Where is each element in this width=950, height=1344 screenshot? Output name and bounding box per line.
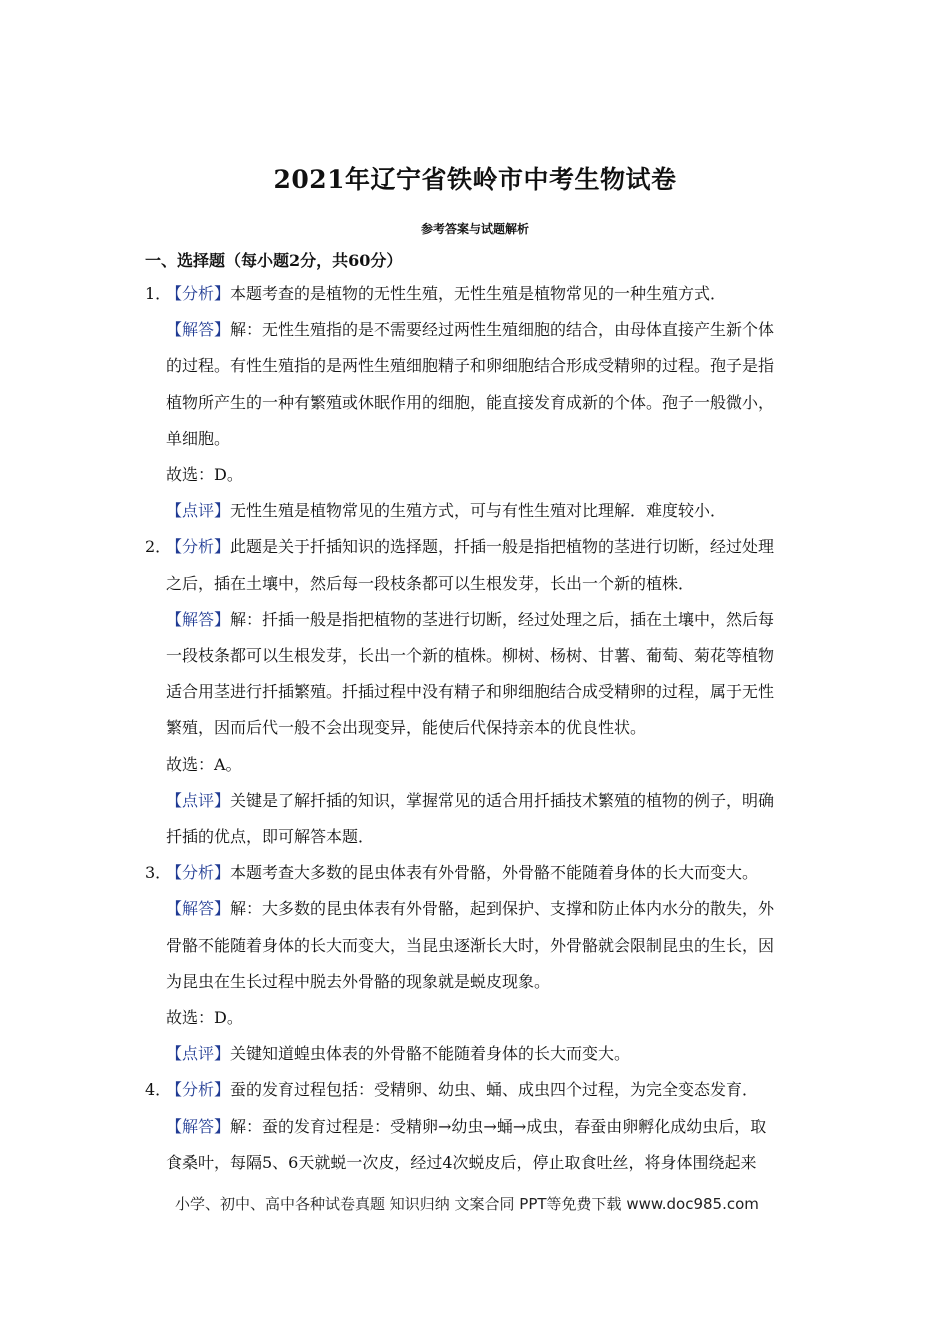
comment-tag: 【点评】 (166, 501, 231, 521)
question-number: 1． (145, 284, 172, 303)
page-footer: 小学、初中、高中各种试卷真题 知识归纳 文案合同 PPT等免费下载 www.doc985.com (175, 1195, 759, 1213)
analysis-tag: 【分析】 (166, 863, 231, 883)
question-number: 4． (145, 1080, 172, 1100)
question-4 (145, 1072, 815, 1181)
question-2 (145, 529, 815, 855)
answer-line (145, 602, 815, 638)
question-1 (145, 276, 815, 529)
comment-text: 无性生殖是植物常见的生殖方式，可与有性生殖对比理解．难度较小． (230, 501, 727, 521)
answer-line: 食桑叶，每隔5、6天就蜕一次皮，经过4次蜕皮后，停止取食吐丝，将身体围绕起来 (166, 1152, 757, 1172)
comment-tag: 【点评】 (166, 1044, 231, 1064)
answer-choice: 故选：A。 (166, 754, 242, 774)
question-analysis (145, 276, 815, 312)
question-3 (145, 855, 815, 1072)
analysis-text: 蚕的发育过程包括：受精卵、幼虫、蛹、成虫四个过程，为完全变态发育． (230, 1080, 759, 1100)
answer-tag: 【解答】 (166, 899, 231, 919)
answer-line: 为昆虫在生长过程中脱去外骨骼的现象就是蜕皮现象。 (166, 971, 551, 991)
answer-line: 的过程。有性生殖指的是两性生殖细胞精子和卵细胞结合形成受精卵的过程。孢子是指 (166, 356, 775, 376)
answer-line: 适合用茎进行扦插繁殖。扦插过程中没有精子和卵细胞结合成受精卵的过程，属于无性 (166, 682, 775, 702)
question-analysis (145, 855, 815, 891)
analysis-tag: 【分析】 (166, 284, 231, 303)
question-analysis (145, 1072, 815, 1108)
analysis-text: 此题是关于扦插知识的选择题，扦插一般是指把植物的茎进行切断，经过处理 (230, 537, 775, 557)
analysis-line: 之后，插在土壤中，然后每一段枝条都可以生根发芽，长出一个新的植株． (166, 573, 695, 593)
answer-line (145, 1109, 815, 1145)
question-number: 2． (145, 537, 172, 557)
answer-tag: 【解答】 (166, 1116, 231, 1136)
comment-text: 关键知道蝗虫体表的外骨骼不能随着身体的长大而变大。 (230, 1044, 631, 1064)
answer-choice: 故选：D。 (166, 465, 243, 485)
comment-line: 扦插的优点，即可解答本题． (166, 827, 375, 847)
answer-tag: 【解答】 (166, 609, 231, 629)
answer-line: 繁殖，因而后代一般不会出现变异，能使后代保持亲本的优良性状。 (166, 718, 647, 738)
analysis-tag: 【分析】 (166, 1080, 231, 1100)
question-list (145, 276, 815, 1181)
page-subtitle: 参考答案与试题解析 (420, 222, 529, 236)
comment-text: 关键是了解扦插的知识，掌握常见的适合用扦插技术繁殖的植物的例子，明确 (230, 790, 775, 810)
answer-text: 解：无性生殖指的是不需要经过两性生殖细胞的结合，由母体直接产生新个体 (230, 320, 775, 340)
question-analysis (145, 529, 815, 565)
answer-line: 植物所产生的一种有繁殖或休眠作用的细胞，能直接发育成新的个体。孢子一般微小， (166, 392, 775, 412)
answer-line: 一段枝条都可以生根发芽，长出一个新的植株。柳树、杨树、甘薯、葡萄、菊花等植物 (166, 646, 775, 666)
page-title: 2021年辽宁省铁岭市中考生物试卷 (273, 165, 677, 194)
question-number: 3． (145, 863, 172, 883)
comment-line (145, 1036, 815, 1072)
answer-line (145, 891, 815, 927)
answer-tag: 【解答】 (166, 320, 231, 340)
analysis-text: 本题考查大多数的昆虫体表有外骨骼，外骨骼不能随着身体的长大而变大。 (230, 863, 759, 883)
answer-line: 单细胞。 (166, 428, 231, 448)
comment-line (145, 493, 815, 529)
analysis-text: 本题考查的是植物的无性生殖，无性生殖是植物常见的一种生殖方式． (230, 284, 727, 303)
answer-line: 骨骼不能随着身体的长大而变大，当昆虫逐渐长大时，外骨骼就会限制昆虫的生长，因 (166, 935, 775, 955)
answer-choice: 故选：D。 (166, 1008, 243, 1028)
section-heading: 一、选择题（每小题2分，共60分） (145, 251, 403, 270)
analysis-tag: 【分析】 (166, 537, 231, 557)
answer-text: 解：蚕的发育过程是：受精卵→幼虫→蛹→成虫，春蚕由卵孵化成幼虫后，取 (230, 1116, 767, 1136)
answer-line (145, 312, 815, 348)
comment-line (145, 783, 815, 819)
comment-tag: 【点评】 (166, 790, 231, 810)
answer-text: 解：扦插一般是指把植物的茎进行切断，经过处理之后，插在土壤中，然后每 (230, 609, 775, 629)
answer-text: 解：大多数的昆虫体表有外骨骼，起到保护、支撑和防止体内水分的散失，外 (230, 899, 775, 919)
